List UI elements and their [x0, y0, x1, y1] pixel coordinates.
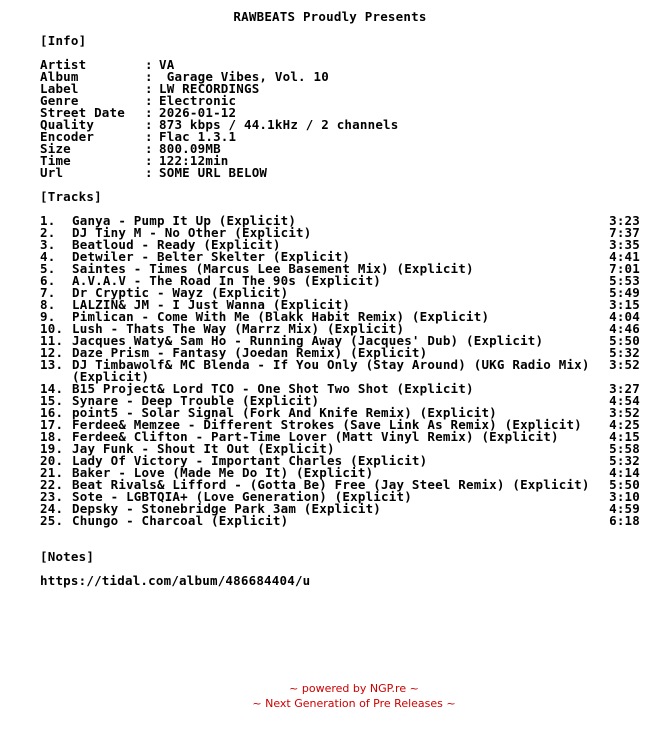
track-title: Saintes - Times (Marcus Lee Basement Mix) (Explicit)	[72, 261, 474, 276]
tracks-heading: [Tracks]	[40, 189, 102, 204]
track-duration: 3:10	[609, 489, 640, 504]
track-number: 2.	[40, 225, 56, 240]
info-separator: :	[145, 93, 153, 108]
track-number: 17.	[40, 417, 64, 432]
info-value: 122:12min	[159, 153, 229, 168]
info-key: Label	[40, 81, 79, 96]
track-duration: 5:58	[609, 441, 640, 456]
track-title: Baker - Love (Made Me Do It) (Explicit)	[72, 465, 374, 480]
track-number: 25.	[40, 513, 64, 528]
info-key: Album	[40, 69, 79, 84]
track-number: 15.	[40, 393, 64, 408]
info-key: Encoder	[40, 129, 95, 144]
info-key: Street Date	[40, 105, 125, 120]
track-number: 23.	[40, 489, 64, 504]
track-title: Ferdee& Clifton - Part-Time Lover (Matt Vinyl Remix) (Explicit)	[72, 429, 559, 444]
track-duration: 5:32	[609, 453, 640, 468]
track-title: DJ Tiny M - No Other (Explicit)	[72, 225, 312, 240]
track-duration: 4:54	[609, 393, 640, 408]
track-number: 13.	[40, 357, 64, 372]
info-value: LW RECORDINGS	[159, 81, 260, 96]
info-key: Url	[40, 165, 64, 180]
track-duration: 4:25	[609, 417, 640, 432]
track-duration: 5:49	[609, 285, 640, 300]
track-title: Ferdee& Memzee - Different Strokes (Save Link As Remix) (Explicit)	[72, 417, 582, 432]
info-value: Electronic	[159, 93, 237, 108]
info-value: SOME URL BELOW	[159, 165, 268, 180]
notes-url: https://tidal.com/album/486684404/u	[40, 573, 311, 588]
info-key: Artist	[40, 57, 87, 72]
track-title: Dr Cryptic - Wayz (Explicit)	[72, 285, 289, 300]
info-row	[40, 59, 640, 71]
track-title: Depsky - Stonebridge Park 3am (Explicit)	[72, 501, 382, 516]
track-duration: 3:52	[609, 357, 640, 372]
info-row	[40, 167, 640, 179]
track-duration: 4:59	[609, 501, 640, 516]
track-duration: 3:27	[609, 381, 640, 396]
info-separator: :	[145, 153, 153, 168]
track-title: Lush - Thats The Way (Marrz Mix) (Explicit)	[72, 321, 405, 336]
info-row	[40, 155, 640, 167]
track-number: 22.	[40, 477, 64, 492]
track-title: B15 Project& Lord TCO - One Shot Two Shot (Explicit)	[72, 381, 474, 396]
track-title: Synare - Deep Trouble (Explicit)	[72, 393, 320, 408]
track-number: 12.	[40, 345, 64, 360]
info-row	[40, 95, 640, 107]
info-value: 800.09MB	[159, 141, 221, 156]
track-title: point5 - Solar Signal (Fork And Knife Remix) (Explicit)	[72, 405, 497, 420]
track-duration: 7:01	[609, 261, 640, 276]
footer	[0, 681, 648, 711]
track-title: Ganya - Pump It Up (Explicit)	[72, 213, 297, 228]
info-row	[40, 131, 640, 143]
track-duration: 3:15	[609, 297, 640, 312]
track-number: 24.	[40, 501, 64, 516]
track-duration: 7:37	[609, 225, 640, 240]
track-number: 6.	[40, 273, 56, 288]
track-duration: 4:15	[609, 429, 640, 444]
info-separator: :	[145, 69, 153, 84]
track-duration: 5:32	[609, 345, 640, 360]
track-row	[40, 359, 640, 383]
track-row	[40, 515, 640, 527]
track-number: 9.	[40, 309, 56, 324]
info-separator: :	[145, 81, 153, 96]
info-value: 2026-01-12	[159, 105, 237, 120]
info-value: Flac 1.3.1	[159, 129, 237, 144]
info-separator: :	[145, 57, 153, 72]
page-title: RAWBEATS Proudly Presents	[233, 9, 427, 24]
track-title: Jay Funk - Shout It Out (Explicit)	[72, 441, 335, 456]
info-row	[40, 83, 640, 95]
track-number: 20.	[40, 453, 64, 468]
info-value: Garage Vibes, Vol. 10	[159, 69, 329, 84]
nfo-document	[40, 11, 640, 587]
track-number: 10.	[40, 321, 64, 336]
info-row	[40, 143, 640, 155]
track-title: Detwiler - Belter Skelter (Explicit)	[72, 249, 351, 264]
track-number: 19.	[40, 441, 64, 456]
track-number: 7.	[40, 285, 56, 300]
track-title: Beat Rivals& Lifford - (Gotta Be) Free (Jay Steel Remix) (Explicit)	[72, 477, 590, 492]
info-row	[40, 119, 640, 131]
track-number: 14.	[40, 381, 64, 396]
info-key: Size	[40, 141, 71, 156]
track-duration: 5:50	[609, 477, 640, 492]
track-title: Sote - LGBTQIA+ (Love Generation) (Explicit)	[72, 489, 412, 504]
info-separator: :	[145, 129, 153, 144]
info-separator: :	[145, 117, 153, 132]
track-number: 4.	[40, 249, 56, 264]
track-duration: 4:04	[609, 309, 640, 324]
info-key: Genre	[40, 93, 79, 108]
track-duration: 5:53	[609, 273, 640, 288]
track-number: 1.	[40, 213, 56, 228]
track-number: 21.	[40, 465, 64, 480]
track-title: Pimlican - Come With Me (Blakk Habit Remix) (Explicit)	[72, 309, 490, 324]
info-heading: [Info]	[40, 33, 87, 48]
track-number: 3.	[40, 237, 56, 252]
notes-heading: [Notes]	[40, 549, 95, 564]
track-duration: 3:52	[609, 405, 640, 420]
footer-powered-by: ~ powered by NGP.re ~	[289, 682, 419, 695]
track-number: 11.	[40, 333, 64, 348]
track-title: LALZIN& JM - I Just Wanna (Explicit)	[72, 297, 351, 312]
track-title: Beatloud - Ready (Explicit)	[72, 237, 281, 252]
track-duration: 3:23	[609, 213, 640, 228]
track-title: Chungo - Charcoal (Explicit)	[72, 513, 289, 528]
info-separator: :	[145, 105, 153, 120]
track-duration: 6:18	[609, 513, 640, 528]
track-number: 18.	[40, 429, 64, 444]
track-duration: 4:46	[609, 321, 640, 336]
footer-tagline: ~ Next Generation of Pre Releases ~	[252, 697, 456, 710]
track-duration: 4:14	[609, 465, 640, 480]
info-key: Quality	[40, 117, 95, 132]
info-value: VA	[159, 57, 175, 72]
track-title: Daze Prism - Fantasy (Joedan Remix) (Explicit)	[72, 345, 428, 360]
info-separator: :	[145, 165, 153, 180]
info-value: 873 kbps / 44.1kHz / 2 channels	[159, 117, 399, 132]
track-title: DJ Timbawolf& MC Blenda - If You Only (Stay Around) (UKG Radio Mix) (Explicit)	[72, 357, 590, 384]
track-title: Jacques Waty& Sam Ho - Running Away (Jacques' Dub) (Explicit)	[72, 333, 544, 348]
track-duration: 4:41	[609, 249, 640, 264]
info-table	[40, 59, 640, 179]
info-key: Time	[40, 153, 71, 168]
info-separator: :	[145, 141, 153, 156]
track-list	[40, 215, 640, 527]
track-duration: 3:35	[609, 237, 640, 252]
track-number: 16.	[40, 405, 64, 420]
track-number: 8.	[40, 297, 56, 312]
track-duration: 5:50	[609, 333, 640, 348]
track-title: Lady Of Victory - Important Charles (Explicit)	[72, 453, 428, 468]
info-row	[40, 71, 640, 83]
track-number: 5.	[40, 261, 56, 276]
track-title: A.V.A.V - The Road In The 90s (Explicit)	[72, 273, 382, 288]
